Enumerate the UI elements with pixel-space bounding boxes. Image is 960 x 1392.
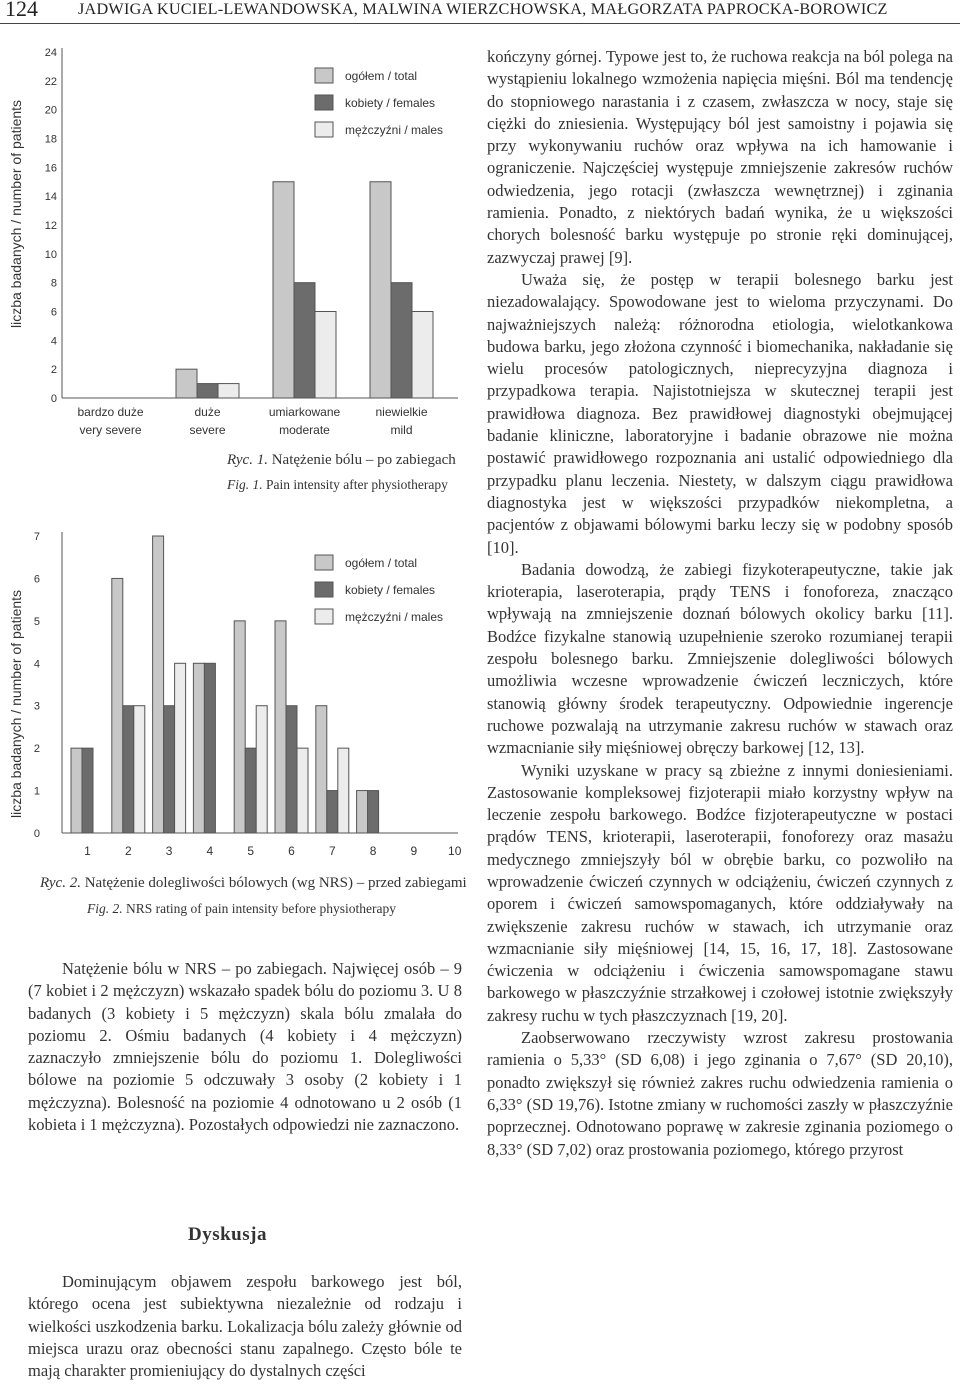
chart2-ytick-label: 5 [33,615,40,628]
chart1-ytick-label: 22 [44,75,57,88]
chart2-bar [175,663,186,833]
chart1-xtick-label: niewielkie [375,405,428,419]
chart2-xtick-label: 2 [124,844,132,858]
chart2-xtick-label: 1 [84,844,91,858]
chart1-ytick-label: 18 [44,133,57,146]
chart2-legend-label-0: ogółem / total [345,556,418,570]
chart2-bar [327,791,338,833]
right-paragraph-3: Badania dowodzą, że zabiegi fizykoterapeutyczne, takie jak krioterapia, laseroterapia, prądy TENS i fonoforeza, znacząco wpływają na zmniejszenie doznań bólowych okolicy barku [11]. Bodźce fizykalne stanowią uzupełnienie szeroko rozumianej terapii zespołu bolesnego barku. Zmniejszenie dolegliwości bólowych umożliwia wczesne wprowadzenie ćwiczeń leczniczych, które stanowią główny środek terapeutyczny. Odpowiednie ingerencje ruchowe pozwalają na utrzymanie zakresu ruchów w stawach oraz wzmacnianie siły mięśniowej obręczy barkowej [12, 13]. [487,559,953,758]
chart1-ytick-label: 12 [44,220,57,232]
chart1-xtick-label: bardzo duże [77,405,144,419]
right-paragraph-1: kończyny górnej. Typowe jest to, że ruchowa reakcja na ból polega na wystąpieniu lokalnego wzmożenia napięcia mięśni. Ból ma tendencję do stopniowego narastania i z czasem, zwłaszcza w nocy, staje się ciężki do zniesienia. Występujący ból jest samoistny i pojawia się przy wykonywaniu ruchów oraz wpływa na ich hamowanie i ograniczenie. Najczęściej występuje zmniejszenie zakresów ruchów odwiedzenia, jego rotacji (zwłaszcza wewnętrznej) i zginania ramienia. Ponadto, z niektórych badań wynika, że u większości chorych bolesność barku występuje po stronie ręki dominującej, zazwyczaj prawej [9]. [487,47,953,267]
chart2-xtick-label: 10 [448,844,462,858]
chart2-xtick-label: 3 [165,844,173,858]
chart1-ytick-label: 20 [44,104,57,117]
chart1-xtick-label: moderate [279,423,330,437]
chart2-legend-swatch-1 [315,582,333,597]
chart2-xtick-label: 8 [369,844,377,858]
chart1-legend-label-2: mężczyźni / males [345,123,444,137]
chart2-ytick-label: 4 [33,658,40,671]
chart1-ytick-label: 14 [44,191,57,204]
chart2-bar [193,663,204,833]
chart2-bar [234,621,245,833]
chart2-caption-pl: Ryc. 2. Natężenie dolegliwości bólowych (wg NRS) – przed zabiegami [40,875,467,891]
right-column [487,46,953,1161]
chart1-bar [412,312,433,399]
chart1-ytick-label: 2 [50,364,57,377]
chart1-bar [294,283,315,398]
chart2-bar [153,536,164,833]
chart2-pain-before [0,524,470,869]
chart1-pain-after [0,38,470,458]
running-head-authors: JADWIGA KUCIEL-LEWANDOWSKA, MALWINA WIERZCHOWSKA, MAŁGORZATA PAPROCKA-BOROWICZ [78,0,888,18]
chart2-legend-label-1: kobiety / females [345,583,436,597]
discussion-heading: Dyskusja [188,1224,267,1245]
right-paragraph-4: Wyniki uzyskane w pracy są zbieżne z innymi doniesieniami. Zastosowanie kompleksowej fizjoterapii miało korzystny wpływ na leczenie zespołu barkowego. Bodźce fizjoterapeutyczne w postaci prądów TENS, krioterapii, laseroterapii, fonoforezy oraz masażu medycznego zmniejszyły ból w obrębie barku, co pozwoliło na wprowadzenie ćwiczeń czynnych w odciążeniu, ćwiczeń czynnych z oporem i ćwiczeń samowspomaganych, które oddziaływały na zwiększenie zakresu ruchów w stawach, ich utrzymanie oraz wzmacnianie siły mięśniowej [14, 15, 16, 17, 18]. Zastosowane ćwiczenia w odciążeniu i ćwiczenia samowspomagane stawu barkowego w płaszczyźnie strzałkowej i czołowej istotnie zwiększyły zakresy ruchu w tych płaszczyznach [19, 20]. [487,760,953,1025]
chart2-xtick-label: 5 [247,844,255,858]
chart2-ytick-label: 7 [33,531,40,543]
chart2-xtick-label: 9 [410,844,418,858]
chart1-legend-label-1: kobiety / females [345,96,436,110]
chart2-bar [316,706,327,833]
chart2-bar [71,748,82,833]
chart1-ytick-label: 24 [44,47,57,59]
chart2-ytick-label: 3 [33,700,40,713]
chart1-ytick-label: 10 [44,248,57,261]
left-column-discussion [28,1271,462,1382]
chart1-xtick-label: mild [390,423,413,437]
chart1-caption-en: Fig. 1. Pain intensity after physiotherapy [227,477,448,492]
chart2-bar [164,706,175,833]
chart1-ytick-label: 8 [50,277,57,290]
chart2-legend-label-2: mężczyźni / males [345,610,444,624]
chart2-bar [368,791,379,833]
chart1-xtick-label: very severe [79,423,142,437]
chart1-bar [315,312,336,399]
chart2-bar [338,748,349,833]
chart2-caption-en: Fig. 2. NRS rating of pain intensity before physiotherapy [87,901,396,916]
page-number: 124 [5,0,38,21]
chart1-bar [370,182,391,398]
chart2-bar [123,706,134,833]
chart2-bar [286,706,297,833]
chart1-caption-pl: Ryc. 1. Natężenie bólu – po zabiegach [227,452,456,468]
chart2-bar [112,578,123,833]
chart2-bar [297,748,308,833]
chart2-ylabel: liczba badanych / number of patients [8,589,24,818]
page-header [0,0,960,30]
chart1-xtick-label: umiarkowane [268,405,341,419]
header-rule [0,23,960,24]
chart2-bar [275,621,286,833]
chart2-bar [82,748,93,833]
chart2-bar [245,748,256,833]
chart1-ytick-label: 6 [50,306,57,319]
chart1-bar [391,283,412,398]
left-column-results [28,958,462,1136]
chart2-legend-swatch-0 [315,555,333,570]
chart1-xtick-label: duże [194,405,221,419]
chart1-legend-label-0: ogółem / total [345,69,418,83]
right-paragraph-5: Zaobserwowano rzeczywisty wzrost zakresu prostowania ramienia o 5,33° (SD 6,08) i jego zginania o 7,67° (SD 20,10), ponadto zwiększył się również zakres ruchu odwiedzenia ramienia o 6,33° (SD 19,76). Istotne zmiany w ruchomości zaszły w płaszczyźnie poprzecznej. Odnotowano poprawę w zakresie zginania poziomego o 8,33° (SD 7,02) oraz prostowania poziomego, którego przyrost [487,1028,953,1159]
chart1-legend-swatch-0 [315,68,333,83]
chart1-bar [176,369,197,398]
chart2-bar [204,663,215,833]
chart1-bar [197,384,218,398]
discussion-paragraph: Dominującym objawem zespołu barkowego jest ból, którego ocena jest subiektywna niezależnie od rodzaju i wielkości uszkodzenia barku. Lokalizacja bólu zależy głównie od miejsca urazu oraz obecności stanu zapalnego. Często bóle te mają charakter promieniujący do dystalnych części [28,1272,462,1381]
chart1-xtick-label: severe [189,423,226,437]
chart2-bar [256,706,267,833]
chart1-ytick-label: 16 [44,162,57,175]
chart2-bar [357,791,368,833]
chart2-ytick-label: 1 [33,785,40,798]
chart1-bar [273,182,294,398]
chart2-xtick-label: 7 [328,844,336,858]
chart2-ytick-label: 6 [33,573,40,586]
chart2-xtick-label: 6 [288,844,295,858]
chart2-bar [134,706,145,833]
chart2-ytick-label: 0 [33,828,40,840]
chart1-ytick-label: 0 [50,393,57,405]
chart1-bar [218,384,239,398]
chart2-xtick-label: 4 [206,844,214,858]
chart1-ytick-label: 4 [50,335,57,348]
chart2-ytick-label: 2 [33,743,40,756]
results-paragraph: Natężenie bólu w NRS – po zabiegach. Najwięcej osób – 9 (7 kobiet i 2 mężczyzn) wskazało spadek bólu do poziomu 3. U 8 badanych (3 kobiety i 5 mężczyzn) skala bólu zmalała do poziomu 2. Ośmiu badanych (4 kobiety i 4 mężczyzn) zaznaczyło zmniejszenie bólu do poziomu 1. Dolegliwości bólowe na poziomie 5 odczuwały 3 osoby (2 kobiety i 1 mężczyzna). Bolesność na poziomie 4 odnotowano u 2 osób (1 kobieta i 1 mężczyzna). Pozostałych odpowiedzi nie zaznaczono. [28,959,462,1135]
chart1-legend-swatch-2 [315,122,333,137]
chart1-legend-swatch-1 [315,95,333,110]
right-paragraph-2: Uważa się, że postęp w terapii bolesnego barku jest niezadowalający. Spowodowane jest to wieloma przyczynami. Do najważniejszych należą: różnorodna etiologia, wielotkankowa budowa barku, jego złożona czynność i biomechanika, nakładanie się wielu procesów patologicznych, nieprecyzyjna diagnoza i przypadkowa terapia. Najistotniejsza w skutecznej terapii jest prawidłowa diagnoza. Bez prawidłowej diagnostyki obejmującej badanie kliniczne, laboratoryjne i badanie obrazowe nie można postawić prawidłowego rozpoznania ani ustalić odpowiedniego dla przypadku planu leczenia. Niestety, w dalszym ciągu prawidłowa diagnostyka jest w większości przypadków niekompletna, a pacjentów z objawami bólowymi barku leczy się w podobny sposób [10]. [487,269,953,557]
chart2-legend-swatch-2 [315,609,333,624]
chart1-ylabel: liczba badanych / number of patients [8,99,24,328]
